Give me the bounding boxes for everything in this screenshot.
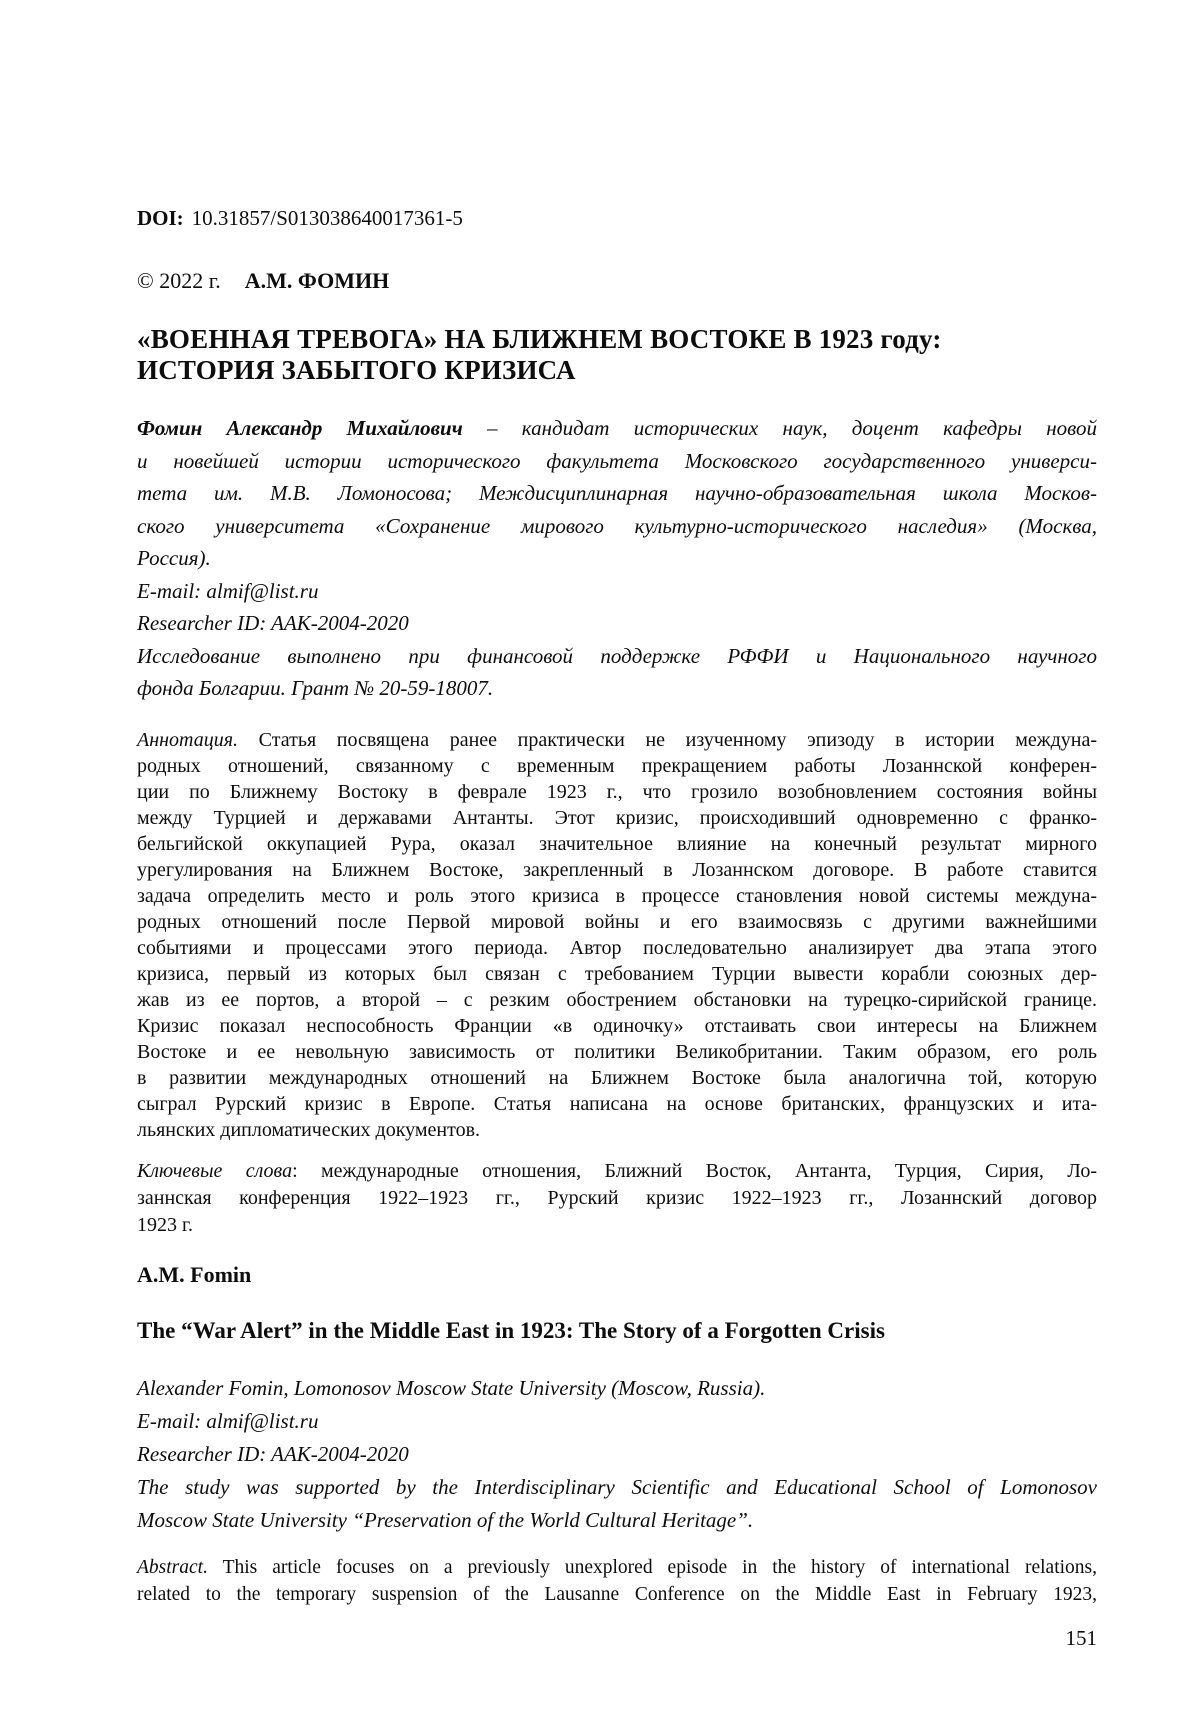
page-number: 151 <box>1065 1626 1097 1650</box>
author-info-block-ru <box>137 412 1097 705</box>
funding-note-ru <box>137 640 1097 705</box>
funding-lines-ru: Исследование выполнено при финансовой поддержке РФФИ и Национального научного фонда Болгарии. Грант № 20-59-18007. <box>137 643 1097 700</box>
funding-note-en <box>137 1471 1097 1537</box>
abstract-ru-first-line <box>137 727 1097 753</box>
title-ru-line-1: «ВОЕННАЯ ТРЕВОГА» НА БЛИЖНЕМ ВОСТОКЕ В 1923 году: <box>137 324 942 354</box>
author-name-caps: А.М. ФОМИН <box>244 268 390 293</box>
abstract-en <box>137 1554 1097 1608</box>
article-title-ru <box>137 324 1097 386</box>
abstract-ru-lead: Аннотация. <box>137 729 239 751</box>
email-line-ru: E-mail: almif@list.ru <box>137 578 319 603</box>
affiliation-en: Alexander Fomin, Lomonosov Moscow State University (Moscow, Russia). <box>137 1376 766 1400</box>
abstract-en-lines: related to the temporary suspension of the Lausanne Conference on the Middle East in February 1923, <box>137 1584 1097 1605</box>
author-name-en: A.M. Fomin <box>137 1262 252 1287</box>
researcher-id-line-en: Researcher ID: AAK-2004-2020 <box>137 1442 409 1466</box>
keywords-ru <box>137 1158 1097 1239</box>
abstract-en-first-line <box>137 1554 1097 1581</box>
article-title-en: The “War Alert” in the Middle East in 1923: The Story of a Forgotten Crisis <box>137 1318 885 1343</box>
bio-first-line <box>137 412 1097 445</box>
keywords-lines: заннская конференция 1922–1923 гг., Рурский кризис 1922–1923 гг., Лозаннский договор 1923 г. <box>137 1187 1097 1236</box>
copyright-line <box>137 268 1097 294</box>
doi-value: 10.31857/S013038640017361-5 <box>191 206 463 230</box>
bio-lines: и новейшей истории исторического факультета Московского государственного универси- тета им. М.В. Ломоносова; Междисциплинарная научно-образовательная школа Москов- ского университета «Сохранение мирового культурно-исторического наследия» (Москва, Россия). <box>137 448 1097 570</box>
keywords-first-line <box>137 1158 1097 1185</box>
keywords-lead: Ключевые слова <box>137 1160 293 1182</box>
doi-line <box>137 206 1097 231</box>
bio-first-line-rest: – кандидат исторических наук, доцент кафедры новой <box>462 416 1097 440</box>
doi-label: DOI: <box>137 206 184 230</box>
author-info-block-en <box>137 1372 1097 1537</box>
email-line-en: E-mail: almif@list.ru <box>137 1409 319 1433</box>
title-ru-line-2: ИСТОРИЯ ЗАБЫТОГО КРИЗИСА <box>137 355 576 385</box>
abstract-en-first-line-rest: This article focuses on a previously unexplored episode in the history of international relations, <box>207 1557 1097 1578</box>
abstract-ru <box>137 727 1097 1143</box>
copyright-mark: © 2022 г. <box>137 268 221 293</box>
researcher-id-line-ru: Researcher ID: AAK-2004-2020 <box>137 611 409 635</box>
abstract-en-lead: Abstract. <box>137 1557 208 1578</box>
author-name-lead: Фомин Александр Михайлович <box>137 416 463 440</box>
abstract-ru-lines: родных отношений, связанному с временным прекращением работы Лозаннской конферен- ции по Ближнему Востоку в феврале 1923 г., что грозило возобновлением состояния войны между Турцией и державами Антанты. Этот кризис, происходивший одновременно с франко- бельгийской оккупацией Рура, оказал значительное влияние на конечный результат мирного урегулирования на Ближнем Востоке, закрепленный в Лозаннском договоре. В работе ставится задача определить место и роль этого кризиса в процессе становления новой системы междуна- родных отношений после Первой мировой войны и его взаимосвязь с другими важнейшими событиями и процессами этого периода. Автор последовательно анализирует два этапа этого кризиса, первый из которых был связан с требованием Турции вывести корабли союзных дер- жав из ее портов, а второй – с резким обострением обстановки на турецко-сирийской границе. Кризис показал неспособность Франции «в одиночку» отстаивать свои интересы на Ближнем Востоке и ее невольную зависимость от политики Великобритании. Таким образом, его роль в развитии международных отношений на Ближнем Востоке была аналогична той, которую сыграл Рурский кризис в Европе. Статья написана на основе британских, французских и ита- льянских дипломатических документов. <box>137 755 1097 1141</box>
author-bio-ru <box>137 412 1097 575</box>
abstract-ru-first-line-rest: Статья посвящена ранее практически не изученному эпизоду в истории междуна- <box>238 729 1097 751</box>
keywords-first-line-rest: : международные отношения, Ближний Восток, Антанта, Турция, Сирия, Ло- <box>292 1160 1097 1182</box>
funding-lines-en: The study was supported by the Interdisciplinary Scientific and Educational School of Lomonosov Moscow State University “Preservation of the World Cultural Heritage”. <box>137 1475 1097 1532</box>
